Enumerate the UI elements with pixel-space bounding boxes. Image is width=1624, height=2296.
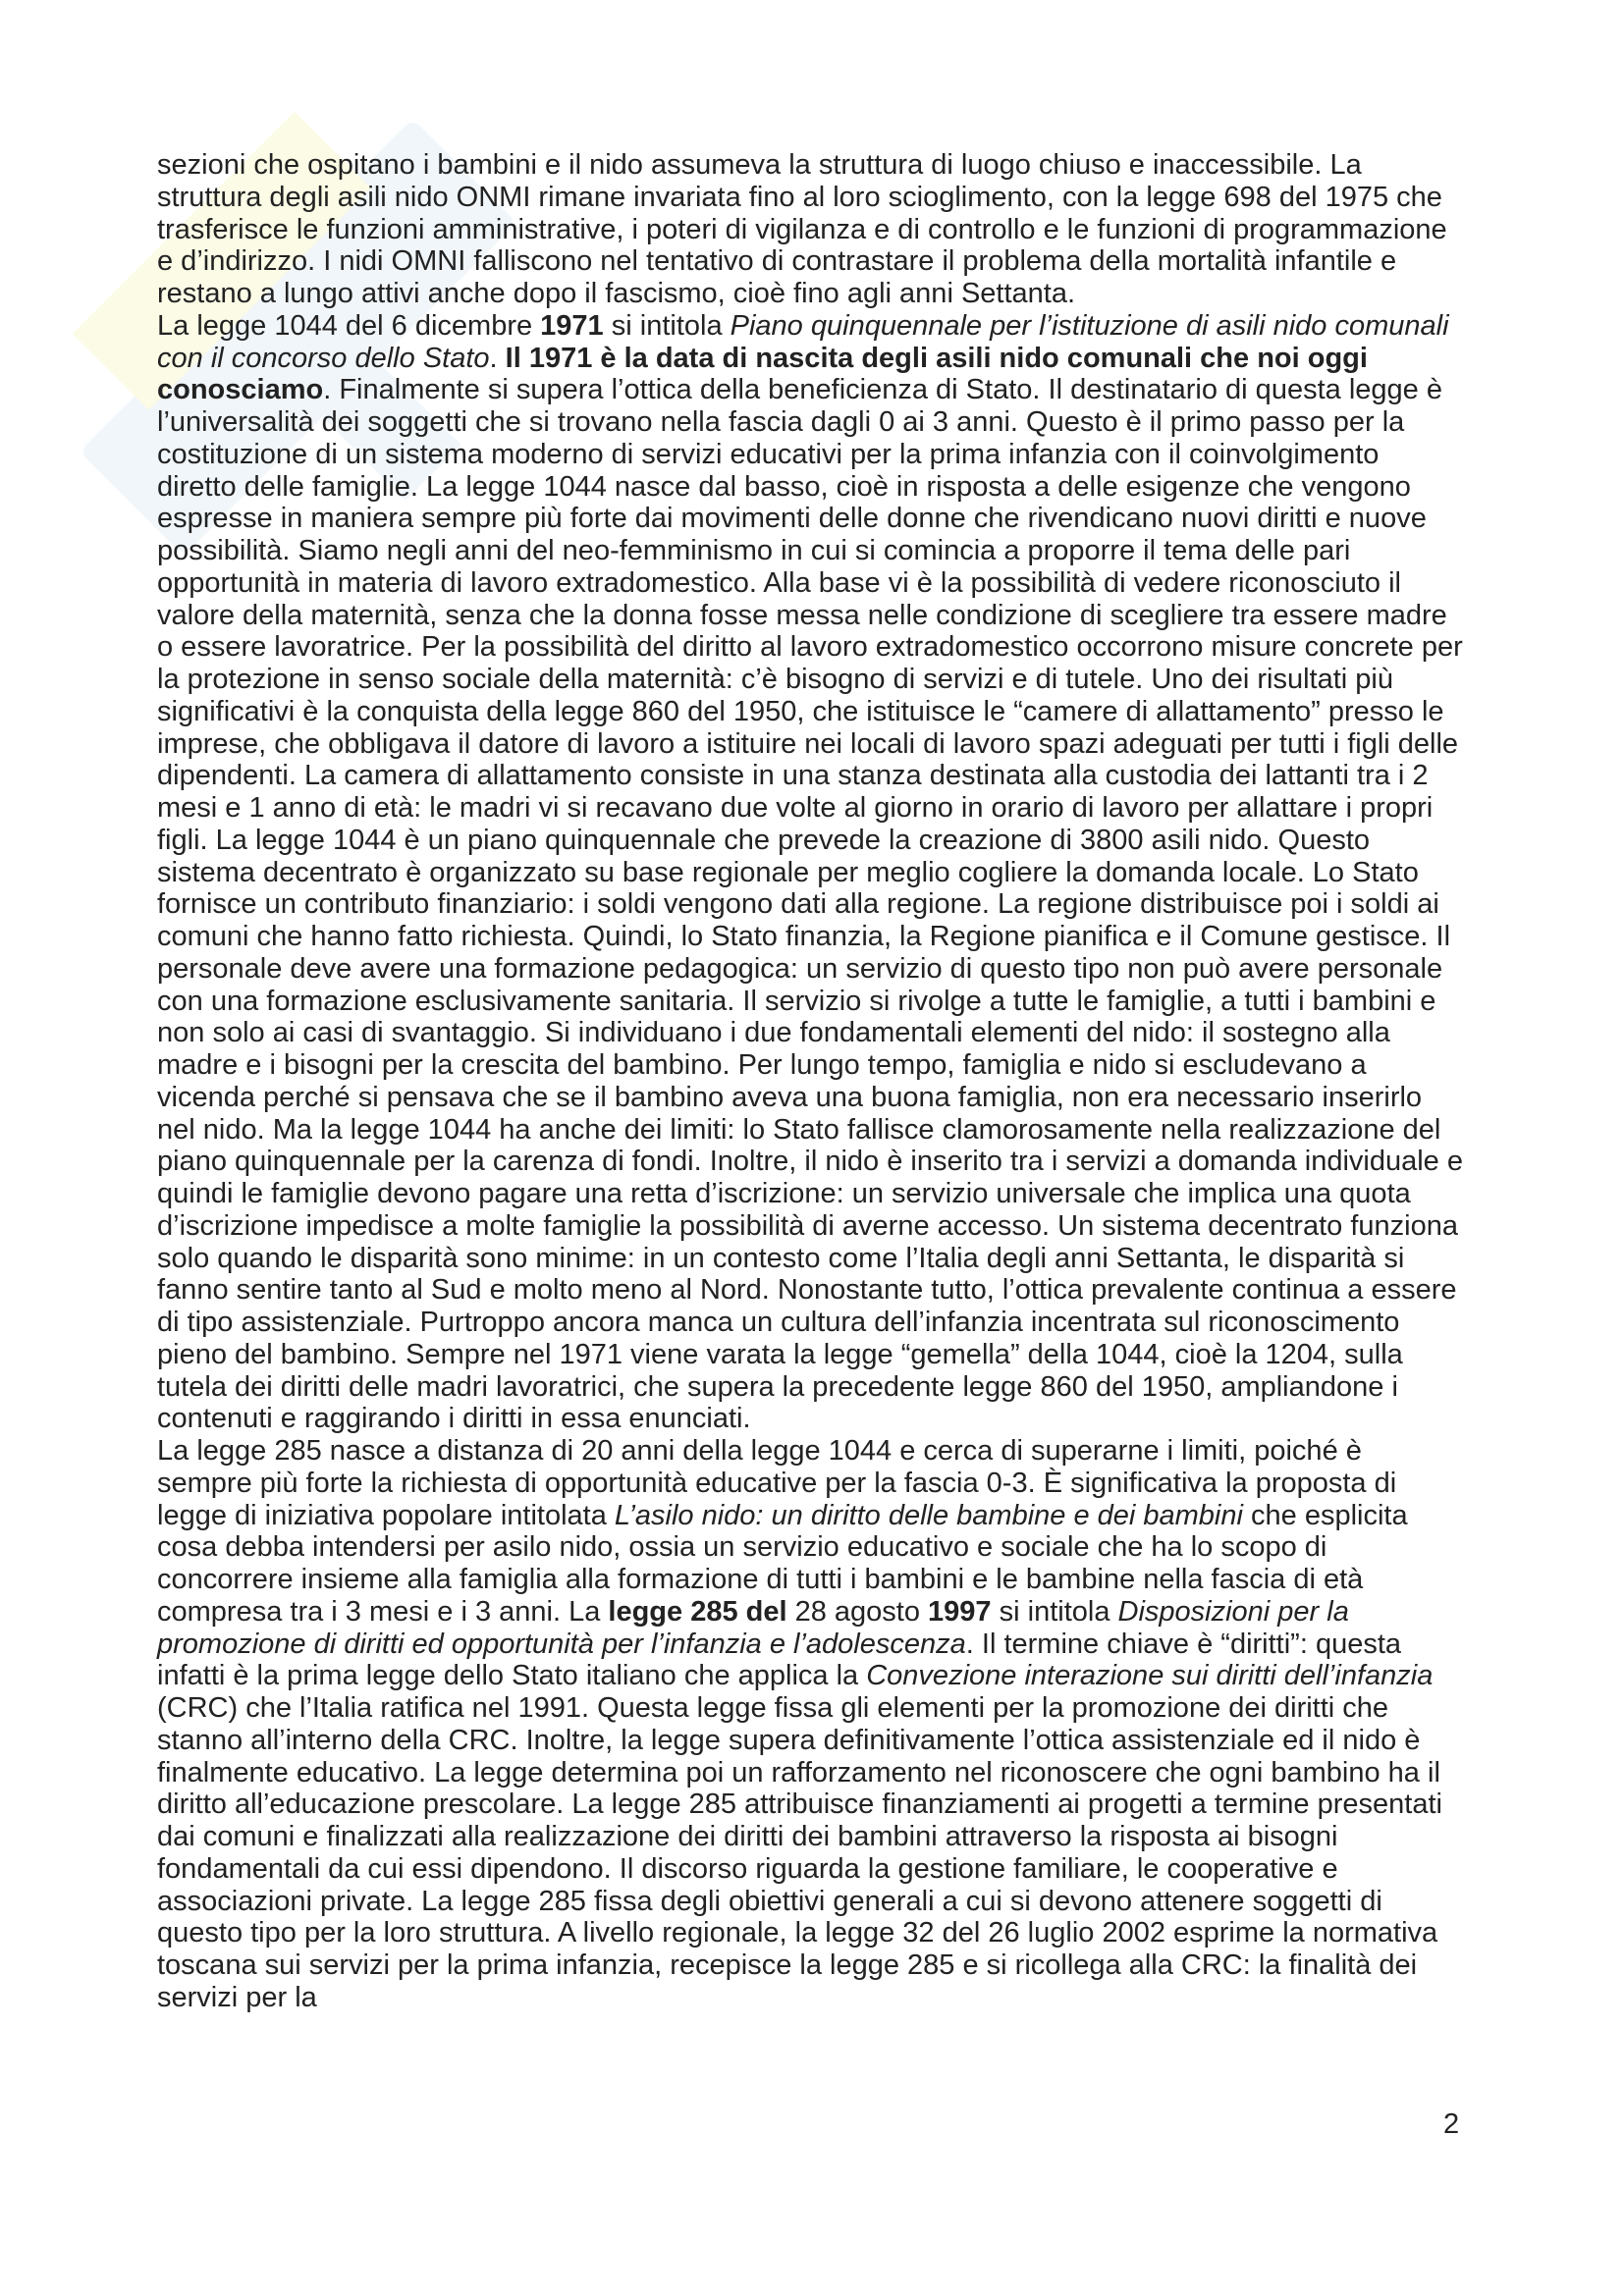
paragraph	[157, 1435, 1463, 2014]
italic-text: Convezione interazione sui diritti dell’infanzia	[866, 1660, 1434, 1692]
text-run: sezioni che ospitano i bambini e il nido assumeva la struttura di luogo chiuso e inaccessibile. La struttura degli asili nido ONMI rimane invariata fino al loro scioglimento, con la legge 698 del 1975 che trasferisce le funzioni amministrative, i poteri di vigilanza e di controllo e le funzioni di programmazione e d’indirizzo. I nidi OMNI falliscono nel tentativo di contrastare il problema della mortalità infantile e restano a lungo attivi anche dopo il fascismo, cioè fino agli anni Settanta.	[157, 149, 1447, 309]
bold-text: Il 1971 è la data di nascita degli asili nido comunali che noi oggi conosciamo	[157, 342, 1368, 406]
text-run: (CRC) che l’Italia ratifica nel 1991. Questa legge fissa gli elementi per la promozione dei diritti che stanno all’interno della CRC. Inoltre, la legge supera definitivamente l’ottica assistenziale ed il nido è finalmente educativo. La legge determina poi un rafforzamento nel riconoscere che ogni bambino ha il diritto all’educazione prescolare. La legge 285 attribuisce finanziamenti ai progetti a termine presentati dai comuni e finalizzati alla realizzazione dei diritti dei bambini attraverso la risposta ai bisogni fondamentali da cui essi dipendono. Il discorso riguarda la gestione familiare, le cooperative e associazioni private. La legge 285 fissa degli obiettivi generali a cui si devono attenere soggetti di questo tipo per la loro struttura. A livello regionale, la legge 32 del 26 luglio 2002 esprime la normativa toscana sui servizi per la prima infanzia, recepisce la legge 285 e si ricollega alla CRC: la finalità dei servizi per la	[157, 1692, 1442, 2013]
text-run: si intitola	[991, 1595, 1118, 1628]
document-body	[157, 149, 1463, 2014]
text-run: che esplicita cosa debba intendersi per asilo nido, ossia un servizio educativo e sociale che ha lo scopo di concorrere insieme alla famiglia alla formazione di tutti i bambini e le bambine nella fascia di età compresa tra i 3 mesi e i 3 anni. La	[157, 1499, 1408, 1628]
text-run: si intitola	[603, 309, 731, 342]
bold-text: legge 285 del	[608, 1595, 787, 1628]
page-number: 2	[1443, 2109, 1460, 2140]
text-run: . Finalmente si supera l’ottica della beneficienza di Stato. Il destinatario di questa legge è l’universalità dei soggetti che si trovano nella fascia dagli 0 ai 3 anni. Questo è il primo passo per la costituzione di un sistema moderno di servizi educativi per la prima infanzia con il coinvolgimento diretto delle famiglie. La legge 1044 nasce dal basso, cioè in risposta a delle esigenze che vengono espresse in maniera sempre più forte dai movimenti delle donne che rivendicano nuovi diritti e nuove possibilità. Siamo negli anni del neo-femminismo in cui si comincia a proporre il tema delle pari opportunità in materia di lavoro extradomestico. Alla base vi è la possibilità di vedere riconosciuto il valore della maternità, senza che la donna fosse messa nelle condizione di scegliere tra essere madre o essere lavoratrice. Per la possibilità del diritto al lavoro extradomestico occorrono misure concrete per la protezione in senso sociale della maternità: c’è bisogno di servizi e di tutele. Uno dei risultati più significativi è la conquista della legge 860 del 1950, che istituisce le “camere di allattamento” presso le imprese, che obbligava il datore di lavoro a istituire nei locali di lavoro spazi adeguati per tutti i figli delle dipendenti. La camera di allattamento consiste in una stanza destinata alla custodia dei lattanti tra i 2 mesi e 1 anno di età: le madri vi si recavano due volte al giorno in orario di lavoro per allattare i propri figli. La legge 1044 è un piano quinquennale che prevede la creazione di 3800 asili nido. Questo sistema decentrato è organizzato su base regionale per meglio cogliere la domanda locale. Lo Stato fornisce un contributo finanziario: i soldi vengono dati alla regione. La regione distribuisce poi i soldi ai comuni che hanno fatto richiesta. Quindi, lo Stato finanzia, la Regione pianifica e il Comune gestisce. Il personale deve avere una formazione pedagogica: un servizio di questo tipo non può avere personale con una formazione esclusivamente sanitaria. Il servizio si rivolge a tutte le famiglie, a tutti i bambini e non solo ai casi di svantaggio. Si individuano i due fondamentali elementi del nido: il sostegno alla madre e i bisogni per la crescita del bambino. Per lungo tempo, famiglia e nido si escludevano a vicenda perché si pensava che se il bambino aveva una buona famiglia, non era necessario inserirlo nel nido. Ma la legge 1044 ha anche dei limiti: lo Stato fallisce clamorosamente nella realizzazione del piano quinquennale per la carenza di fondi. Inoltre, il nido è inserito tra i servizi a domanda individuale e quindi le famiglie devono pagare una retta d’iscrizione: un servizio universale che implica una quota d’iscrizione impedisce a molte famiglie la possibilità di averne accesso. Un sistema decentrato funziona solo quando le disparità sono minime: in un contesto come l’Italia degli anni Settanta, le disparità si fanno sentire tanto al Sud e molto meno al Nord. Nonostante tutto, l’ottica prevalente continua a essere di tipo assistenziale. Purtroppo ancora manca un cultura dell’infanzia incentrata sul riconoscimento pieno del bambino. Sempre nel 1971 viene varata la legge “gemella” della 1044, cioè la 1204, sulla tutela dei diritti delle madri lavoratrici, che supera la precedente legge 860 del 1950, ampliandone i contenuti e raggirando i diritti in essa enunciati.	[157, 374, 1463, 1435]
bold-text: 1997	[928, 1595, 992, 1628]
text-run: .	[489, 342, 506, 374]
text-run: . Il termine chiave è “diritti”: questa infatti è la prima legge dello Stato italiano che applica la	[157, 1628, 1402, 1692]
italic-text: Piano quinquennale per l’istituzione di asili nido comunali con il concorso dello Stato	[157, 309, 1449, 374]
text-run: La legge 1044 del 6 dicembre	[157, 309, 541, 342]
text-run: La legge 285 nasce a distanza di 20 anni della legge 1044 e cerca di superarne i limiti, poiché è sempre più forte la richiesta di opportunità educative per la fascia 0-3. È significativa la proposta di legge di iniziativa popolare intitolata	[157, 1435, 1397, 1531]
bold-text: 1971	[540, 309, 604, 342]
paragraph	[157, 149, 1463, 310]
italic-text: Disposizioni per la promozione di diritti ed opportunità per l’infanzia e l’adolescenza	[157, 1595, 1349, 1660]
italic-text: L’asilo nido: un diritto delle bambine e dei bambini	[614, 1499, 1243, 1531]
paragraph	[157, 310, 1463, 1435]
text-run: 28 agosto	[786, 1595, 929, 1628]
